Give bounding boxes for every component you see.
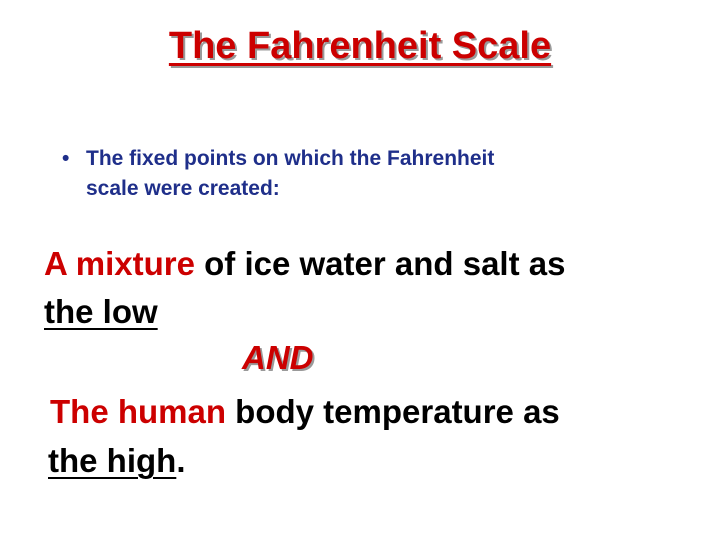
bullet-text-line-2: scale were created: <box>86 177 280 200</box>
low-point-label: the low <box>44 293 158 330</box>
high-point-line-1 <box>50 392 560 432</box>
high-point-punct: . <box>176 442 186 479</box>
connector-and: AND <box>242 339 314 376</box>
bullet-item <box>62 144 662 204</box>
bullet-text-line-1: The fixed points on which the Fahrenheit <box>86 147 495 170</box>
high-point-highlight: The human <box>50 393 227 430</box>
high-point-line-2 <box>48 441 185 481</box>
low-point-text: of ice water and salt as <box>194 245 566 282</box>
slide-title: The Fahrenheit Scale <box>168 25 552 67</box>
bullet-line-1 <box>62 144 662 174</box>
bullet-marker: • <box>62 147 70 170</box>
high-point-text: body temperature as <box>226 393 560 430</box>
low-point-line-2 <box>44 292 158 332</box>
low-point-highlight: A mixture <box>44 245 195 282</box>
low-point-line-1 <box>44 244 565 284</box>
high-point-label: the high <box>48 442 177 479</box>
